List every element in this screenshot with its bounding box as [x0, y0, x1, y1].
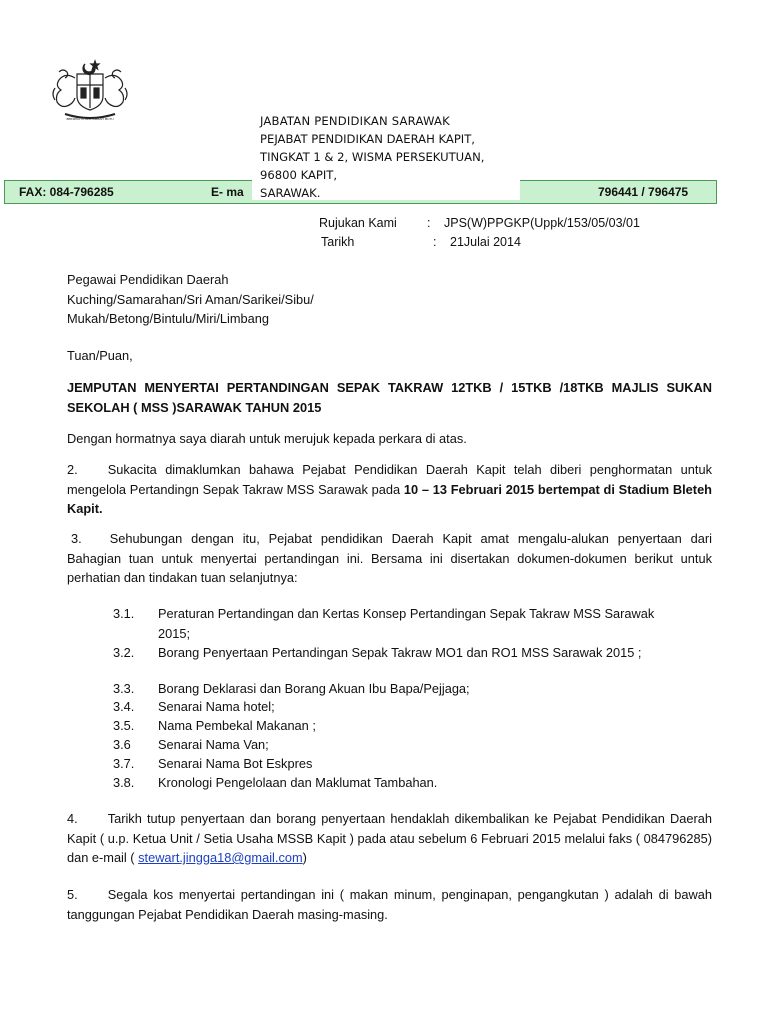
- subject-heading: JEMPUTAN MENYERTAI PERTANDINGAN SEPAK TAKRAW 12TKB / 15TKB /18TKB MAJLIS SUKAN SEKOLAH ( MSS )SARAWAK TAHUN 2015: [67, 380, 712, 415]
- recipient-line: Kuching/Samarahan/Sri Aman/Sarikei/Sibu/: [67, 291, 314, 307]
- recipient-address: [67, 270, 467, 329]
- ref-colon: :: [427, 216, 431, 230]
- list-number: 3.6: [113, 737, 131, 752]
- opening-sentence: Dengan hormatnya saya diarah untuk merujuk kepada perkara di atas.: [67, 431, 467, 446]
- paragraph-number: 4.: [67, 811, 78, 826]
- date-colon: :: [433, 235, 437, 249]
- phone-numbers: 796441 / 796475: [598, 185, 689, 199]
- recipient-line: Mukah/Betong/Bintulu/Miri/Limbang: [67, 311, 270, 326]
- list-number: 3.1.: [113, 606, 135, 621]
- list-text: Borang Deklarasi dan Borang Akuan Ibu Bapa/Pejjaga;: [158, 681, 470, 696]
- svg-text:BERSEKUTU BERTAMBAH MUTU: BERSEKUTU BERTAMBAH MUTU: [66, 117, 114, 121]
- paragraph-2: [67, 460, 712, 519]
- list-text: Senarai Nama Bot Eskpres: [158, 756, 313, 771]
- fax-number: FAX: 084-796285: [19, 185, 114, 199]
- paragraph-3: [67, 529, 712, 588]
- paragraph-number: 5.: [67, 887, 78, 902]
- ref-value: JPS(W)PPGKP(Uppk/153/05/03/01: [444, 216, 640, 230]
- address-line: TINGKAT 1 & 2, WISMA PERSEKUTUAN,: [260, 150, 485, 164]
- paragraph-number: 3.: [71, 531, 82, 546]
- paragraph-text: Tarikh tutup penyertaan dan borang penyertaan hendaklah dikembalikan ke Pejabat Pendidikan Daerah Kapit ( u.p. Ketua Unit / Setia Usaha MSSB Kapit ) pada atau sebelum 6 Februari 2015 melalui faks ( 084796285) dan e-mail (: [67, 811, 712, 865]
- event-date-venue: 10 – 13 Februari 2015 bertempat di Stadium Bleteh Kapit.: [67, 481, 712, 516]
- list-text: Peraturan Pertandingan dan Kertas Konsep Pertandingan Sepak Takraw MSS Sarawak 2015;: [158, 606, 655, 641]
- salutation: Tuan/Puan,: [67, 348, 133, 363]
- paragraph-5: [67, 885, 712, 924]
- address-line: 96800 KAPIT,: [260, 168, 338, 182]
- paragraph-text: Sukacita dimaklumkan bahawa Pejabat Pendidikan Daerah Kapit telah diberi penghormatan untuk mengelola Pertandingn Sepak Takraw MSS Sarawak pada: [67, 462, 712, 497]
- list-text: Borang Penyertaan Pertandingan Sepak Takraw MO1 dan RO1 MSS Sarawak 2015 ;: [158, 645, 642, 660]
- list-text: Senarai Nama Van;: [158, 737, 269, 752]
- date-label: Tarikh: [321, 235, 355, 249]
- org-name: JABATAN PENDIDIKAN SARAWAK: [260, 114, 450, 128]
- letterhead-address: [252, 108, 520, 200]
- address-line: PEJABAT PENDIDIKAN DAERAH KAPIT,: [260, 132, 475, 146]
- address-line: SARAWAK.: [260, 186, 321, 200]
- list-text: Senarai Nama hotel;: [158, 699, 275, 714]
- list-item: [113, 604, 673, 644]
- paragraph-4: [67, 809, 712, 868]
- list-text: Kronologi Pengelolaan dan Maklumat Tambahan.: [158, 775, 438, 790]
- list-number: 3.5.: [113, 718, 135, 733]
- list-number: 3.8.: [113, 775, 135, 790]
- email-link[interactable]: stewart.jingga18@gmail.com: [138, 850, 303, 865]
- paragraph-number: 2.: [67, 462, 78, 477]
- list-number: 3.7.: [113, 756, 135, 771]
- closing-paren: ): [302, 850, 307, 865]
- list-item: [113, 643, 673, 683]
- list-text: Nama Pembekal Makanan ;: [158, 718, 316, 733]
- list-number: 3.2.: [113, 645, 135, 660]
- recipient-line: Pegawai Pendidikan Daerah: [67, 272, 229, 287]
- paragraph-text: Sehubungan dengan itu, Pejabat pendidikan Daerah Kapit amat mengalu-alukan penyertaan dari Bahagian tuan untuk menyertai pertandingan ini. Bersama ini disertakan dokumen-dokumen berikut untuk perhatian dan tindakan tuan selanjutnya:: [67, 531, 712, 585]
- paragraph-text: Segala kos menyertai pertandingan ini ( makan minum, penginapan, pengangkutan ) adalah di bawah tanggungan Pejabat Pendidikan Daerah masing-masing.: [67, 887, 712, 922]
- email-label: E- ma: [211, 185, 244, 199]
- list-number: 3.4.: [113, 699, 135, 714]
- ref-label: Rujukan Kami: [319, 216, 397, 230]
- coat-of-arms-logo: [47, 58, 133, 122]
- list-number: 3.3.: [113, 681, 135, 696]
- reference-block: [0, 214, 768, 254]
- date-value: 21Julai 2014: [450, 235, 521, 249]
